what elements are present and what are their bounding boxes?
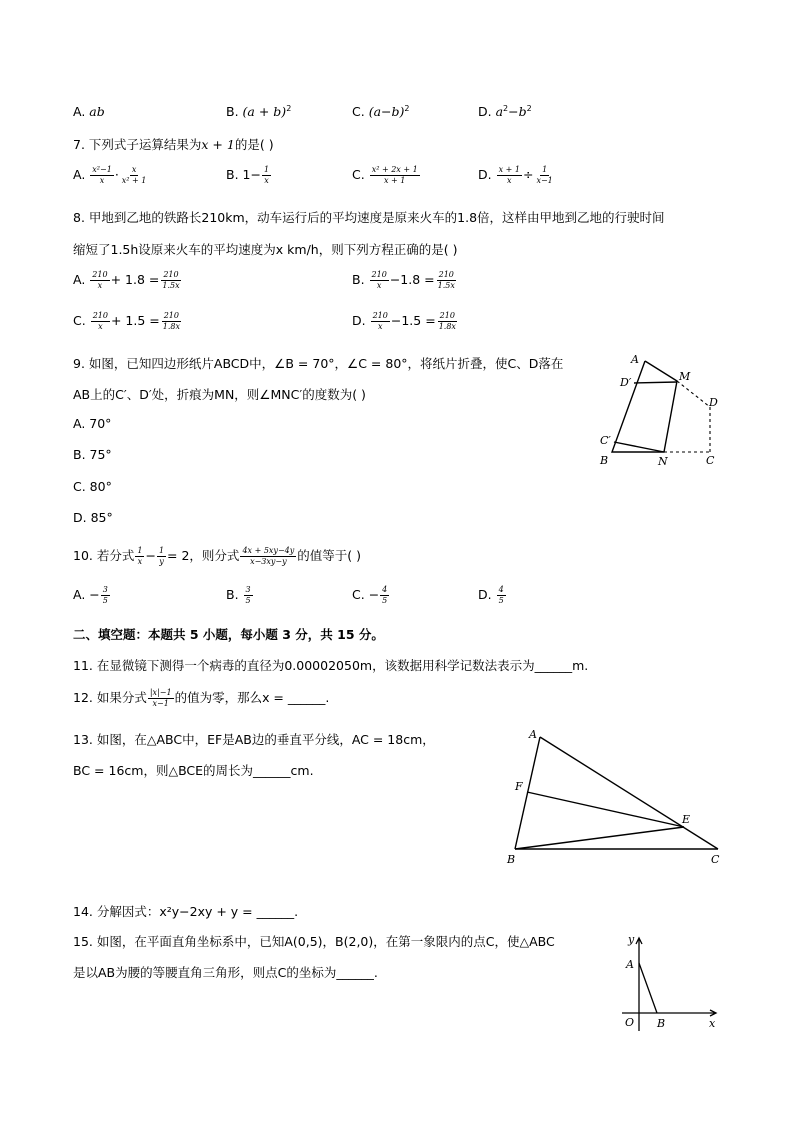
numerator: 210 bbox=[163, 311, 179, 320]
option-expr: 1− bbox=[242, 167, 261, 182]
q15-stem-line2: 是以AB为腰的等腰直角三角形，则点C的坐标为______. bbox=[73, 965, 378, 980]
denominator: 1.5x bbox=[437, 281, 455, 290]
q7-option-a bbox=[73, 165, 149, 186]
segment-be bbox=[515, 827, 684, 849]
fraction bbox=[161, 311, 182, 332]
option-letter: A. bbox=[73, 272, 86, 287]
sign: − bbox=[368, 587, 380, 602]
stem-text: 的值等于( ) bbox=[297, 548, 361, 563]
denominator: 1.8x bbox=[438, 322, 456, 331]
operator: − bbox=[145, 548, 156, 563]
q10-option-a bbox=[73, 585, 111, 606]
q6-option-b bbox=[226, 104, 291, 119]
q15-figure bbox=[615, 928, 725, 1036]
fraction bbox=[370, 270, 389, 291]
numerator: 210 bbox=[92, 311, 108, 320]
denominator: x bbox=[264, 176, 269, 185]
stem-math: x + 1 bbox=[201, 137, 235, 152]
label-b: B bbox=[657, 1017, 666, 1030]
option-expr: a bbox=[495, 104, 504, 120]
q13-stem-line1: 13. 如图，在△ABC中，EF是AB边的垂直平分线，AC = 18cm， bbox=[73, 732, 435, 747]
q8-option-a bbox=[73, 270, 183, 291]
section-heading: 二、填空题：本题共 5 小题，每小题 3 分，共 15 分。 bbox=[73, 627, 384, 642]
fraction bbox=[497, 165, 522, 186]
numerator: 4 bbox=[498, 585, 504, 594]
option-letter: C. bbox=[73, 313, 86, 328]
numerator: x + 1 bbox=[498, 165, 520, 174]
option-letter: D. bbox=[478, 587, 492, 602]
exponent: 2 bbox=[526, 104, 532, 113]
q9-stem-line2: AB上的C′、D′处，折痕为MN，则∠MNC′的度数为( ) bbox=[73, 387, 366, 402]
option-expr: −1.5 = bbox=[390, 313, 436, 328]
q8-option-c bbox=[73, 311, 183, 332]
q7-option-d bbox=[478, 165, 556, 186]
option-letter: B. bbox=[352, 272, 365, 287]
q9-figure bbox=[590, 345, 730, 470]
q8-stem-line1: 8. 甲地到乙地的铁路长210km，动车运行后的平均速度是原来火车的1.8倍，这样由甲地到乙地的行驶时间 bbox=[73, 210, 665, 225]
side-ac bbox=[540, 737, 718, 849]
q15-stem-line1: 15. 如图，在平面直角坐标系中，已知A(0,5)，B(2,0)，在第一象限内的点C，使△ABC bbox=[73, 934, 555, 949]
stem-text: 12. 如果分式 bbox=[73, 690, 147, 705]
option-expr: + 1.5 = bbox=[110, 313, 160, 328]
label-d-prime: D′ bbox=[620, 376, 632, 389]
denominator: x bbox=[377, 322, 383, 331]
option-expr-tail: −b bbox=[508, 104, 527, 120]
operator: · bbox=[114, 167, 119, 182]
d-prime-m-line bbox=[634, 382, 677, 383]
option-letter: B. bbox=[226, 587, 239, 602]
fraction bbox=[534, 165, 554, 186]
fraction bbox=[90, 270, 109, 291]
fraction bbox=[157, 546, 166, 567]
q10-option-d bbox=[478, 585, 507, 606]
label-c: C bbox=[706, 454, 715, 467]
numerator: 3 bbox=[245, 585, 251, 594]
label-m: M bbox=[679, 370, 691, 383]
exponent: 2 bbox=[286, 104, 292, 113]
denominator: 5 bbox=[245, 596, 251, 605]
fraction bbox=[160, 270, 181, 291]
label-a: A bbox=[631, 353, 639, 366]
fraction bbox=[91, 311, 110, 332]
numerator: 210 bbox=[372, 311, 388, 320]
dashed-m-d bbox=[677, 381, 710, 407]
segment-fe bbox=[527, 792, 684, 827]
q9-solid-lines bbox=[612, 361, 677, 452]
option-letter: B. bbox=[226, 167, 239, 182]
denominator: x bbox=[507, 176, 512, 185]
q12-stem bbox=[73, 688, 329, 709]
q6-option-a bbox=[73, 104, 105, 119]
label-c: C bbox=[711, 853, 720, 866]
denominator: 1.8x bbox=[162, 322, 180, 331]
option-letter: C. bbox=[352, 167, 365, 182]
exponent: 2 bbox=[503, 104, 509, 113]
q14-stem: 14. 分解因式：x²y−2xy + y = ______. bbox=[73, 904, 299, 919]
label-n: N bbox=[658, 455, 668, 468]
numerator: 4 bbox=[382, 585, 388, 594]
q13-lines bbox=[515, 737, 718, 849]
option-letter: D. bbox=[352, 313, 366, 328]
fraction bbox=[370, 165, 420, 186]
option-letter: D. bbox=[478, 104, 492, 120]
option-expr: −1.8 = bbox=[389, 272, 435, 287]
fraction bbox=[371, 311, 390, 332]
denominator: x + 1 bbox=[383, 176, 406, 185]
stem-text: 的是( ) bbox=[234, 137, 274, 152]
option-letter: A. bbox=[73, 167, 86, 182]
q9-option-b: B. 75° bbox=[73, 447, 112, 462]
fraction bbox=[436, 270, 457, 291]
side-ab bbox=[515, 737, 540, 849]
q7-stem bbox=[73, 135, 274, 153]
denominator: x bbox=[97, 281, 103, 290]
q8-stem-line2: 缩短了1.5h设原来火车的平均速度为x km/h，则下列方程正确的是( ) bbox=[73, 242, 458, 257]
numerator: 210 bbox=[438, 270, 454, 279]
label-b: B bbox=[600, 454, 609, 467]
denominator: x−3xy−y bbox=[250, 557, 287, 566]
label-x: x bbox=[709, 1017, 716, 1030]
c-prime-n-line bbox=[614, 442, 664, 452]
fraction bbox=[148, 688, 174, 709]
numerator: 1 bbox=[542, 165, 548, 174]
numerator: 4x + 5xy−4y bbox=[242, 546, 295, 555]
label-f: F bbox=[515, 780, 523, 793]
q10-option-b bbox=[226, 585, 254, 606]
sign: − bbox=[89, 587, 100, 602]
option-letter: B. bbox=[226, 104, 239, 120]
fraction bbox=[135, 546, 144, 567]
numerator: 210 bbox=[439, 311, 455, 320]
numerator: 1 bbox=[158, 546, 165, 555]
q7-option-c bbox=[352, 165, 421, 186]
numerator: x² + 2x + 1 bbox=[371, 165, 418, 174]
option-letter: C. bbox=[352, 587, 365, 602]
fraction bbox=[262, 165, 271, 186]
denominator: 5 bbox=[382, 596, 388, 605]
denominator: 5 bbox=[498, 596, 504, 605]
numerator: 3 bbox=[102, 585, 108, 594]
segment-ab bbox=[639, 963, 657, 1013]
q13-stem-line2: BC = 16cm，则△BCE的周长为______cm. bbox=[73, 763, 314, 778]
q8-option-d bbox=[352, 311, 459, 332]
numerator: 1 bbox=[263, 165, 270, 174]
label-y: y bbox=[628, 933, 635, 946]
q15-axes bbox=[622, 938, 716, 1031]
option-letter: A. bbox=[73, 104, 86, 119]
denominator: x−1 bbox=[536, 176, 553, 185]
q6-option-c bbox=[352, 104, 409, 119]
q9-option-a: A. 70° bbox=[73, 416, 112, 431]
q13-figure bbox=[500, 722, 730, 867]
operator: ÷ bbox=[522, 167, 534, 182]
fraction bbox=[101, 585, 110, 606]
denominator: 5 bbox=[102, 596, 108, 605]
label-o: O bbox=[625, 1016, 635, 1029]
denominator: x−1 bbox=[152, 699, 169, 708]
exponent: 2 bbox=[404, 104, 410, 113]
stem-text: = 2，则分式 bbox=[167, 548, 240, 563]
q6-option-d bbox=[478, 104, 532, 119]
denominator: x bbox=[376, 281, 382, 290]
fraction bbox=[244, 585, 253, 606]
q9-stem-line1: 9. 如图，已知四边形纸片ABCD中，∠B = 70°，∠C = 80°，将纸片折叠，使C、D落在 bbox=[73, 356, 564, 371]
label-c-prime: C′ bbox=[600, 434, 611, 447]
stem-text: 的值为零，那么x = ______. bbox=[174, 690, 330, 705]
q10-option-c bbox=[352, 585, 390, 606]
option-expr: (a−b) bbox=[368, 104, 405, 120]
numerator: 210 bbox=[163, 270, 179, 279]
option-expr: (a + b) bbox=[242, 104, 287, 120]
q9-option-c: C. 80° bbox=[73, 479, 112, 494]
q10-stem bbox=[73, 546, 361, 567]
option-letter: D. bbox=[478, 167, 492, 182]
q9-option-d: D. 85° bbox=[73, 510, 113, 525]
fraction bbox=[437, 311, 458, 332]
option-expr: ab bbox=[89, 104, 105, 119]
stem-text: 10. 若分式 bbox=[73, 548, 135, 563]
numerator: 210 bbox=[92, 270, 108, 279]
fraction bbox=[240, 546, 296, 567]
denominator: x² + 1 bbox=[121, 176, 147, 185]
option-letter: A. bbox=[73, 587, 86, 602]
quadrilateral-outline bbox=[612, 361, 677, 452]
fraction bbox=[90, 165, 114, 186]
fraction bbox=[120, 165, 149, 186]
denominator: x bbox=[98, 322, 103, 331]
numerator: x bbox=[131, 165, 137, 174]
fraction bbox=[380, 585, 389, 606]
q8-option-b bbox=[352, 270, 458, 291]
numerator: 1 bbox=[137, 546, 143, 555]
label-e: E bbox=[682, 813, 691, 826]
denominator: 1.5x bbox=[162, 281, 180, 290]
stem-text: 7. 下列式子运算结果为 bbox=[73, 137, 202, 152]
q7-option-b bbox=[226, 165, 272, 186]
q11-stem: 11. 在显微镜下测得一个病毒的直径为0.00002050m，该数据用科学记数法表示为______m. bbox=[73, 658, 589, 673]
numerator: 210 bbox=[371, 270, 387, 279]
fraction bbox=[497, 585, 506, 606]
label-a: A bbox=[626, 958, 634, 971]
numerator: |x|−1 bbox=[149, 688, 172, 697]
label-a: A bbox=[529, 728, 537, 741]
label-d: D bbox=[709, 396, 718, 409]
label-b: B bbox=[507, 853, 516, 866]
denominator: y bbox=[159, 557, 164, 566]
option-letter: C. bbox=[352, 104, 365, 120]
option-expr: + 1.8 = bbox=[110, 272, 160, 287]
numerator: x²−1 bbox=[92, 165, 112, 174]
denominator: x bbox=[137, 557, 143, 566]
denominator: x bbox=[99, 176, 105, 185]
